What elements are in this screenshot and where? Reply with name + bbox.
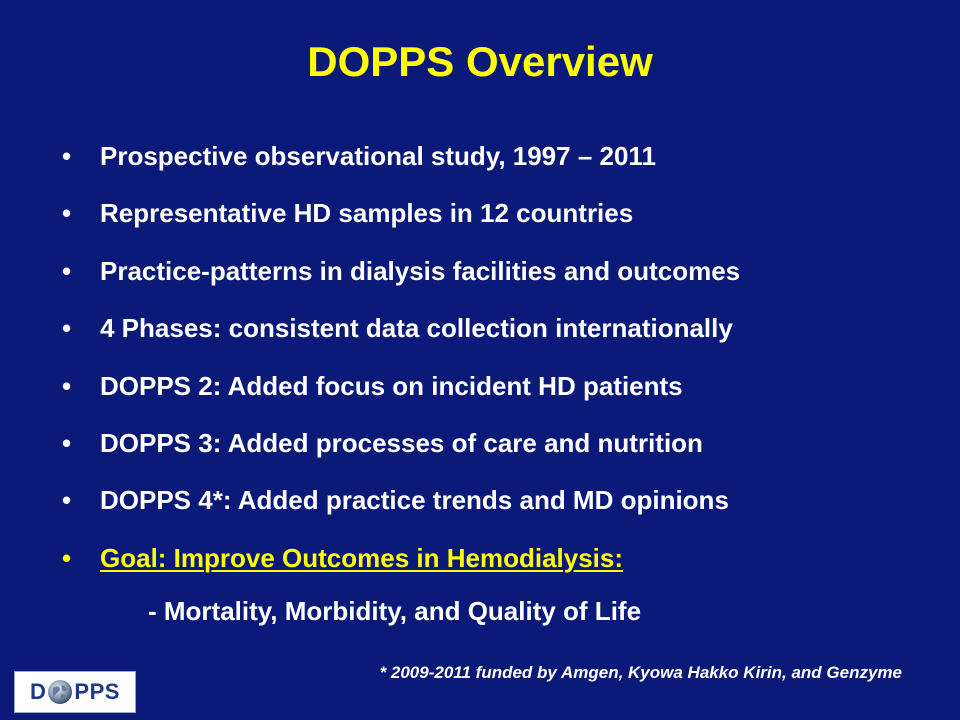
funding-footnote: * 2009-2011 funded by Amgen, Kyowa Hakko Kirin, and Genzyme xyxy=(379,663,902,682)
bullet-text: DOPPS 3: Added processes of care and nutrition xyxy=(100,427,703,458)
bullet-dot: • xyxy=(62,255,72,286)
bullet-item xyxy=(62,310,740,367)
bullet-dot: • xyxy=(62,427,72,458)
bullet-item xyxy=(62,425,740,482)
bullet-item xyxy=(62,195,740,252)
bullet-text: DOPPS 4*: Added practice trends and MD opinions xyxy=(100,485,729,516)
dopps-logo xyxy=(14,671,136,713)
bullet-item xyxy=(62,253,740,310)
bullet-dot: • xyxy=(62,141,72,171)
bullet-dot: • xyxy=(62,198,72,229)
bullet-text: Practice-patterns in dialysis facilities and outcomes xyxy=(100,255,741,286)
logo-text-left: D xyxy=(30,679,47,704)
bullet-item xyxy=(62,368,740,425)
bullet-dot: • xyxy=(62,370,72,401)
goal-text: Goal: Improve Outcomes in Hemodialysis: xyxy=(100,542,624,573)
bullet-text: DOPPS 2: Added focus on incident HD patients xyxy=(100,370,683,401)
bullet-dot: • xyxy=(62,485,72,516)
goal-bullet-item xyxy=(62,540,740,597)
bullet-item xyxy=(62,138,740,195)
bullet-list xyxy=(62,138,740,597)
bullet-text: Prospective observational study, 1997 – 2011 xyxy=(100,141,656,171)
slide-title: DOPPS Overview xyxy=(307,38,653,85)
bullet-dot: • xyxy=(62,313,72,344)
bullet-text: 4 Phases: consistent data collection internationally xyxy=(100,313,733,344)
logo-text-right: PPS xyxy=(74,679,120,704)
globe-icon xyxy=(47,679,73,705)
bullet-text: Representative HD samples in 12 countries xyxy=(100,198,634,229)
goal-sub-line: - Mortality, Morbidity, and Quality of Life xyxy=(148,596,642,626)
bullet-dot: • xyxy=(62,542,72,573)
bullet-item xyxy=(62,482,740,539)
